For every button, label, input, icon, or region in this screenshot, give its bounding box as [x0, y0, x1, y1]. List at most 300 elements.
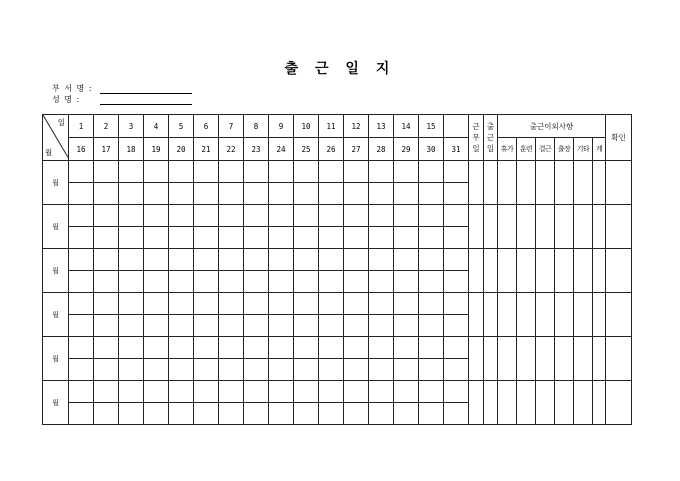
day-entry-cell[interactable]: [94, 403, 119, 425]
day-entry-cell[interactable]: [69, 161, 94, 183]
day-header: 12: [344, 115, 369, 138]
day-entry-cell[interactable]: [394, 315, 419, 337]
day-entry-cell[interactable]: [219, 359, 244, 381]
day-entry-cell[interactable]: [269, 227, 294, 249]
name-label: 성 명 :: [52, 95, 81, 104]
day-entry-cell[interactable]: [244, 161, 269, 183]
day-entry-cell[interactable]: [394, 249, 419, 271]
day-entry-cell[interactable]: [69, 403, 94, 425]
day-entry-cell[interactable]: [94, 271, 119, 293]
day-entry-cell[interactable]: [144, 381, 169, 403]
absence-cell[interactable]: [498, 293, 517, 337]
absence-cell[interactable]: [555, 381, 574, 425]
day-entry-cell[interactable]: [394, 271, 419, 293]
day-entry-cell[interactable]: [394, 403, 419, 425]
day-header: 8: [244, 115, 269, 138]
absence-group-header: 출근이외사항: [498, 115, 606, 138]
day-entry-cell[interactable]: [94, 205, 119, 227]
day-entry-cell[interactable]: [219, 381, 244, 403]
absence-cell[interactable]: [574, 161, 593, 205]
absence-cell[interactable]: [517, 381, 536, 425]
day-header: 19: [144, 138, 169, 161]
day-entry-cell[interactable]: [369, 403, 394, 425]
absence-col-header: 결근: [536, 138, 555, 161]
name-field: [52, 95, 98, 105]
work-days-cell[interactable]: [469, 249, 484, 293]
day-header: 3: [119, 115, 144, 138]
day-entry-cell[interactable]: [344, 227, 369, 249]
day-entry-cell[interactable]: [219, 161, 244, 183]
day-entry-cell[interactable]: [319, 381, 344, 403]
day-entry-cell[interactable]: [419, 337, 444, 359]
day-entry-cell[interactable]: [419, 359, 444, 381]
day-entry-cell[interactable]: [144, 271, 169, 293]
day-header: 25: [294, 138, 319, 161]
confirm-cell[interactable]: [606, 381, 632, 425]
absence-cell[interactable]: [536, 205, 555, 249]
absence-cell[interactable]: [536, 249, 555, 293]
absence-cell[interactable]: [498, 337, 517, 381]
day-entry-cell[interactable]: [94, 183, 119, 205]
table-row: [43, 337, 632, 359]
absence-cell[interactable]: [536, 381, 555, 425]
absence-col-header: 기타: [574, 138, 593, 161]
day-entry-cell[interactable]: [169, 227, 194, 249]
day-entry-cell[interactable]: [269, 403, 294, 425]
day-entry-cell[interactable]: [294, 359, 319, 381]
day-entry-cell[interactable]: [294, 205, 319, 227]
month-cell: 월: [43, 161, 69, 205]
day-entry-cell[interactable]: [369, 359, 394, 381]
day-entry-cell[interactable]: [319, 403, 344, 425]
absence-cell[interactable]: [555, 293, 574, 337]
day-entry-cell[interactable]: [169, 161, 194, 183]
day-header: 31: [444, 138, 469, 161]
absence-cell[interactable]: [498, 161, 517, 205]
attend-days-cell[interactable]: [484, 205, 498, 249]
day-entry-cell[interactable]: [294, 315, 319, 337]
day-entry-cell[interactable]: [219, 403, 244, 425]
absence-cell[interactable]: [536, 337, 555, 381]
day-entry-cell[interactable]: [369, 227, 394, 249]
day-entry-cell[interactable]: [69, 315, 94, 337]
day-entry-cell[interactable]: [244, 183, 269, 205]
day-entry-cell[interactable]: [169, 403, 194, 425]
day-entry-cell[interactable]: [444, 381, 469, 403]
day-entry-cell[interactable]: [194, 161, 219, 183]
day-entry-cell[interactable]: [169, 337, 194, 359]
day-entry-cell[interactable]: [144, 161, 169, 183]
day-label: 일: [57, 118, 65, 127]
day-entry-cell[interactable]: [119, 381, 144, 403]
day-entry-cell[interactable]: [419, 183, 444, 205]
day-entry-cell[interactable]: [394, 337, 419, 359]
absence-cell[interactable]: [593, 381, 606, 425]
day-entry-cell[interactable]: [119, 183, 144, 205]
absence-cell[interactable]: [574, 205, 593, 249]
day-entry-cell[interactable]: [319, 315, 344, 337]
absence-cell[interactable]: [574, 381, 593, 425]
day-entry-cell[interactable]: [219, 315, 244, 337]
day-entry-cell[interactable]: [144, 183, 169, 205]
day-entry-cell[interactable]: [194, 271, 219, 293]
day-entry-cell[interactable]: [344, 205, 369, 227]
day-entry-cell[interactable]: [294, 227, 319, 249]
day-entry-cell[interactable]: [94, 249, 119, 271]
day-entry-cell[interactable]: [394, 161, 419, 183]
day-entry-cell[interactable]: [244, 227, 269, 249]
day-entry-cell[interactable]: [444, 161, 469, 183]
day-header: 16: [69, 138, 94, 161]
month-cell: 월: [43, 249, 69, 293]
day-entry-cell[interactable]: [194, 359, 219, 381]
work-days-cell[interactable]: [469, 381, 484, 425]
day-entry-cell[interactable]: [244, 205, 269, 227]
month-label: 월: [45, 148, 53, 157]
day-entry-cell[interactable]: [194, 315, 219, 337]
day-entry-cell[interactable]: [244, 271, 269, 293]
table-row: [43, 293, 632, 315]
day-entry-cell[interactable]: [119, 205, 144, 227]
absence-cell[interactable]: [555, 249, 574, 293]
day-entry-cell[interactable]: [344, 293, 369, 315]
day-entry-cell[interactable]: [269, 315, 294, 337]
day-entry-cell[interactable]: [344, 359, 369, 381]
day-entry-cell[interactable]: [419, 381, 444, 403]
day-entry-cell[interactable]: [69, 271, 94, 293]
day-entry-cell[interactable]: [194, 183, 219, 205]
absence-col-header: 출장: [555, 138, 574, 161]
absence-cell[interactable]: [536, 293, 555, 337]
day-entry-cell[interactable]: [269, 249, 294, 271]
day-header: 15: [419, 115, 444, 138]
day-entry-cell[interactable]: [169, 249, 194, 271]
day-entry-cell[interactable]: [194, 403, 219, 425]
day-header: 26: [319, 138, 344, 161]
day-entry-cell[interactable]: [269, 205, 294, 227]
day-header: 20: [169, 138, 194, 161]
day-entry-cell[interactable]: [344, 249, 369, 271]
day-entry-cell[interactable]: [269, 183, 294, 205]
day-entry-cell[interactable]: [369, 315, 394, 337]
absence-cell[interactable]: [555, 161, 574, 205]
month-cell: 월: [43, 293, 69, 337]
day-entry-cell[interactable]: [69, 359, 94, 381]
day-entry-cell[interactable]: [419, 403, 444, 425]
day-entry-cell[interactable]: [294, 249, 319, 271]
absence-cell[interactable]: [593, 337, 606, 381]
day-entry-cell[interactable]: [444, 359, 469, 381]
day-entry-cell[interactable]: [444, 271, 469, 293]
absence-cell[interactable]: [555, 337, 574, 381]
day-entry-cell[interactable]: [319, 359, 344, 381]
day-entry-cell[interactable]: [269, 337, 294, 359]
day-entry-cell[interactable]: [94, 293, 119, 315]
day-entry-cell[interactable]: [319, 227, 344, 249]
day-entry-cell[interactable]: [444, 249, 469, 271]
day-entry-cell[interactable]: [244, 293, 269, 315]
day-entry-cell[interactable]: [444, 315, 469, 337]
table-row: [43, 161, 632, 183]
day-entry-cell[interactable]: [144, 403, 169, 425]
day-entry-cell[interactable]: [119, 359, 144, 381]
day-entry-cell[interactable]: [194, 337, 219, 359]
absence-cell[interactable]: [498, 381, 517, 425]
day-entry-cell[interactable]: [69, 381, 94, 403]
day-entry-cell[interactable]: [444, 227, 469, 249]
table-row: [43, 381, 632, 403]
day-entry-cell[interactable]: [144, 337, 169, 359]
day-entry-cell[interactable]: [244, 359, 269, 381]
day-entry-cell[interactable]: [419, 293, 444, 315]
day-entry-cell[interactable]: [294, 293, 319, 315]
work-days-cell[interactable]: [469, 205, 484, 249]
absence-cell[interactable]: [517, 293, 536, 337]
day-entry-cell[interactable]: [369, 337, 394, 359]
day-entry-cell[interactable]: [269, 359, 294, 381]
day-header: 10: [294, 115, 319, 138]
absence-cell[interactable]: [517, 337, 536, 381]
day-entry-cell[interactable]: [69, 205, 94, 227]
absence-cell[interactable]: [517, 249, 536, 293]
day-entry-cell[interactable]: [94, 337, 119, 359]
dept-label: 부 서 명 :: [52, 84, 93, 93]
day-entry-cell[interactable]: [219, 183, 244, 205]
day-entry-cell[interactable]: [269, 161, 294, 183]
day-header: 7: [219, 115, 244, 138]
page-title: 출 근 일 지: [284, 61, 396, 77]
absence-cell[interactable]: [574, 249, 593, 293]
confirm-header: 확인: [606, 115, 632, 161]
day-entry-cell[interactable]: [344, 337, 369, 359]
day-month-corner: [43, 115, 69, 161]
day-entry-cell[interactable]: [294, 271, 319, 293]
day-entry-cell[interactable]: [444, 293, 469, 315]
work-days-cell[interactable]: [469, 161, 484, 205]
absence-cell[interactable]: [517, 205, 536, 249]
absence-cell[interactable]: [593, 161, 606, 205]
day-entry-cell[interactable]: [444, 205, 469, 227]
day-header: 18: [119, 138, 144, 161]
day-entry-cell[interactable]: [244, 337, 269, 359]
day-entry-cell[interactable]: [69, 249, 94, 271]
attend-days-cell[interactable]: [484, 249, 498, 293]
day-entry-cell[interactable]: [444, 183, 469, 205]
day-entry-cell[interactable]: [444, 337, 469, 359]
day-entry-cell[interactable]: [194, 249, 219, 271]
day-entry-cell[interactable]: [144, 249, 169, 271]
day-entry-cell[interactable]: [369, 161, 394, 183]
day-entry-cell[interactable]: [294, 337, 319, 359]
day-entry-cell[interactable]: [269, 381, 294, 403]
day-entry-cell[interactable]: [344, 161, 369, 183]
day-entry-cell[interactable]: [319, 161, 344, 183]
day-entry-cell[interactable]: [444, 403, 469, 425]
month-cell: 월: [43, 337, 69, 381]
day-header: 14: [394, 115, 419, 138]
day-entry-cell[interactable]: [169, 271, 194, 293]
day-entry-cell[interactable]: [219, 293, 244, 315]
attend-days-cell[interactable]: [484, 161, 498, 205]
day-entry-cell[interactable]: [119, 315, 144, 337]
day-entry-cell[interactable]: [369, 249, 394, 271]
absence-cell[interactable]: [555, 205, 574, 249]
absence-cell[interactable]: [517, 161, 536, 205]
day-entry-cell[interactable]: [94, 359, 119, 381]
day-entry-cell[interactable]: [219, 249, 244, 271]
absence-cell[interactable]: [593, 205, 606, 249]
absence-cell[interactable]: [574, 293, 593, 337]
name-underline[interactable]: [100, 104, 192, 105]
day-entry-cell[interactable]: [394, 293, 419, 315]
day-header: 27: [344, 138, 369, 161]
day-header: 5: [169, 115, 194, 138]
day-entry-cell[interactable]: [169, 315, 194, 337]
day-entry-cell[interactable]: [319, 205, 344, 227]
day-entry-cell[interactable]: [344, 271, 369, 293]
day-entry-cell[interactable]: [244, 403, 269, 425]
confirm-cell[interactable]: [606, 205, 632, 249]
day-entry-cell[interactable]: [194, 293, 219, 315]
absence-cell[interactable]: [593, 293, 606, 337]
day-entry-cell[interactable]: [194, 381, 219, 403]
day-entry-cell[interactable]: [169, 205, 194, 227]
day-entry-cell[interactable]: [369, 205, 394, 227]
attend-days-cell[interactable]: [484, 337, 498, 381]
day-entry-cell[interactable]: [394, 183, 419, 205]
day-header: 13: [369, 115, 394, 138]
attend-days-cell[interactable]: [484, 381, 498, 425]
day-entry-cell[interactable]: [119, 293, 144, 315]
day-entry-cell[interactable]: [294, 161, 319, 183]
absence-cell[interactable]: [498, 205, 517, 249]
day-entry-cell[interactable]: [219, 337, 244, 359]
day-entry-cell[interactable]: [319, 293, 344, 315]
attend-days-header: 출 근 일: [484, 115, 498, 161]
dept-field: [52, 84, 98, 94]
day-entry-cell[interactable]: [369, 381, 394, 403]
absence-cell[interactable]: [498, 249, 517, 293]
day-entry-cell[interactable]: [144, 315, 169, 337]
day-entry-cell[interactable]: [419, 227, 444, 249]
day-entry-cell[interactable]: [219, 227, 244, 249]
day-entry-cell[interactable]: [419, 315, 444, 337]
day-entry-cell[interactable]: [219, 271, 244, 293]
attend-days-cell[interactable]: [484, 293, 498, 337]
day-entry-cell[interactable]: [344, 381, 369, 403]
day-entry-cell[interactable]: [94, 315, 119, 337]
day-entry-cell[interactable]: [319, 249, 344, 271]
confirm-cell[interactable]: [606, 337, 632, 381]
day-entry-cell[interactable]: [419, 205, 444, 227]
day-entry-cell[interactable]: [69, 293, 94, 315]
day-entry-cell[interactable]: [119, 161, 144, 183]
day-entry-cell[interactable]: [69, 337, 94, 359]
day-entry-cell[interactable]: [294, 183, 319, 205]
day-entry-cell[interactable]: [69, 227, 94, 249]
day-entry-cell[interactable]: [394, 359, 419, 381]
day-entry-cell[interactable]: [69, 183, 94, 205]
day-entry-cell[interactable]: [244, 249, 269, 271]
work-days-cell[interactable]: [469, 337, 484, 381]
day-entry-cell[interactable]: [269, 271, 294, 293]
day-entry-cell[interactable]: [419, 161, 444, 183]
table-row: [43, 205, 632, 227]
day-header: 24: [269, 138, 294, 161]
day-entry-cell[interactable]: [144, 293, 169, 315]
day-entry-cell[interactable]: [344, 183, 369, 205]
day-entry-cell[interactable]: [369, 293, 394, 315]
day-entry-cell[interactable]: [94, 381, 119, 403]
day-entry-cell[interactable]: [119, 249, 144, 271]
day-entry-cell[interactable]: [94, 161, 119, 183]
day-entry-cell[interactable]: [119, 227, 144, 249]
day-entry-cell[interactable]: [319, 337, 344, 359]
day-header: 1: [69, 115, 94, 138]
day-entry-cell[interactable]: [269, 293, 294, 315]
day-entry-cell[interactable]: [169, 359, 194, 381]
day-entry-cell[interactable]: [244, 381, 269, 403]
day-entry-cell[interactable]: [394, 205, 419, 227]
work-days-header: 근 무 일: [469, 115, 484, 161]
day-entry-cell[interactable]: [169, 381, 194, 403]
day-entry-cell[interactable]: [419, 271, 444, 293]
day-entry-cell[interactable]: [294, 381, 319, 403]
confirm-cell[interactable]: [606, 161, 632, 205]
day-header: [444, 115, 469, 138]
day-entry-cell[interactable]: [419, 249, 444, 271]
absence-col-header: 훈련: [517, 138, 536, 161]
confirm-cell[interactable]: [606, 293, 632, 337]
table-row: [43, 249, 632, 271]
day-header: 4: [144, 115, 169, 138]
day-entry-cell[interactable]: [119, 403, 144, 425]
absence-cell[interactable]: [593, 249, 606, 293]
day-entry-cell[interactable]: [169, 183, 194, 205]
day-entry-cell[interactable]: [369, 183, 394, 205]
absence-col-header: 계: [593, 138, 606, 161]
day-entry-cell[interactable]: [119, 337, 144, 359]
day-entry-cell[interactable]: [344, 315, 369, 337]
day-entry-cell[interactable]: [394, 227, 419, 249]
day-entry-cell[interactable]: [94, 227, 119, 249]
confirm-cell[interactable]: [606, 249, 632, 293]
day-entry-cell[interactable]: [194, 205, 219, 227]
day-entry-cell[interactable]: [319, 271, 344, 293]
day-header: 9: [269, 115, 294, 138]
day-entry-cell[interactable]: [244, 315, 269, 337]
day-entry-cell[interactable]: [144, 359, 169, 381]
day-entry-cell[interactable]: [119, 271, 144, 293]
day-header: 22: [219, 138, 244, 161]
day-entry-cell[interactable]: [369, 271, 394, 293]
day-entry-cell[interactable]: [219, 205, 244, 227]
day-entry-cell[interactable]: [194, 227, 219, 249]
day-entry-cell[interactable]: [394, 381, 419, 403]
month-cell: 월: [43, 205, 69, 249]
day-header: 23: [244, 138, 269, 161]
day-entry-cell[interactable]: [144, 227, 169, 249]
day-entry-cell[interactable]: [319, 183, 344, 205]
day-entry-cell[interactable]: [169, 293, 194, 315]
absence-cell[interactable]: [574, 337, 593, 381]
work-days-cell[interactable]: [469, 293, 484, 337]
day-entry-cell[interactable]: [294, 403, 319, 425]
day-entry-cell[interactable]: [344, 403, 369, 425]
dept-underline[interactable]: [100, 93, 192, 94]
day-entry-cell[interactable]: [144, 205, 169, 227]
absence-cell[interactable]: [536, 161, 555, 205]
